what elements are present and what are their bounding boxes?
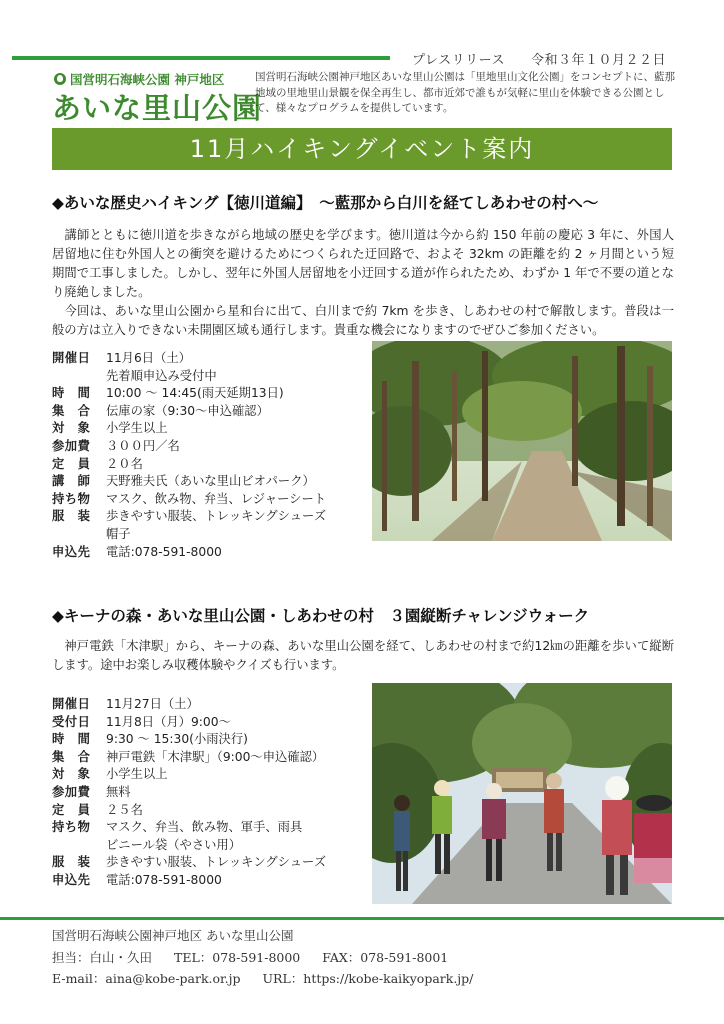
detail-row	[52, 837, 326, 855]
detail-key: 時 間	[52, 386, 91, 401]
detail-row	[52, 403, 326, 421]
detail-value: 電話:078-591-8000	[106, 872, 222, 887]
detail-key: 定 員	[52, 802, 91, 817]
detail-row	[52, 819, 326, 837]
footer-tel: TEL：078-591-8000	[174, 949, 301, 965]
detail-value: 歩きやすい服装、トレッキングシューズ	[106, 855, 326, 870]
detail-value: 無料	[106, 784, 131, 799]
detail-value: ２５名	[106, 802, 143, 817]
detail-row	[52, 854, 326, 872]
detail-value: 歩きやすい服装、トレッキングシューズ	[106, 509, 326, 524]
footer-url: URL：https://kobe-kaikyopark.jp/	[262, 971, 474, 986]
detail-row	[52, 731, 326, 749]
detail-value: 11月8日（月）9:00～	[106, 714, 231, 729]
detail-value: 電話:078-591-8000	[106, 544, 222, 559]
detail-key	[52, 368, 106, 386]
detail-value: マスク、飲み物、弁当、レジャーシート	[106, 491, 327, 506]
detail-key: 対 象	[52, 767, 91, 782]
detail-value: 天野雅夫氏（あいな里山ビオパーク）	[106, 474, 315, 489]
detail-value: 11月6日（土）	[106, 351, 191, 365]
event1-details	[52, 350, 326, 561]
detail-key: 対 象	[52, 421, 91, 436]
footer-web-line	[52, 968, 473, 990]
detail-value: 小学生以上	[106, 421, 168, 436]
detail-row	[52, 766, 326, 784]
detail-row	[52, 714, 326, 732]
detail-row	[52, 749, 326, 767]
detail-row	[52, 491, 326, 509]
detail-key	[52, 837, 106, 855]
detail-value: 10:00 ～ 14:45(雨天延期13日)	[106, 386, 284, 401]
detail-row	[52, 802, 326, 820]
logo-sub-text: 国営明石海峡公園 神戸地区	[70, 72, 225, 87]
detail-row	[52, 420, 326, 438]
detail-key	[52, 526, 106, 544]
release-label: プレスリリース	[412, 53, 505, 68]
detail-row	[52, 508, 326, 526]
event1-heading: ◆あいな歴史ハイキング【徳川道編】 ～藍那から白川を経てしあわせの村へ～	[52, 194, 599, 212]
park-logo: あいな里山公園	[52, 91, 263, 125]
footer-email: E-mail：aina@kobe-park.or.jp	[52, 971, 241, 986]
detail-value: ３００円／名	[106, 438, 180, 453]
detail-key: 集 合	[52, 749, 91, 764]
detail-key: 持ち物	[52, 491, 91, 506]
intro-text: 国営明石海峡公園神戸地区あいな里山公園は「里地里山文化公園」をコンセプトに、藍那地域の里地里山景観を保全再生し、都市近郊で誰もが気軽に里山を体験できる公園として、様々なプログラムを提供しています。	[255, 71, 675, 114]
detail-value: ビニール袋（やさい用）	[106, 837, 242, 852]
footer-rule	[0, 917, 724, 920]
detail-key: 開催日	[52, 697, 91, 711]
detail-value: 9:30 ～ 15:30(小雨決行)	[106, 732, 248, 747]
detail-row	[52, 544, 326, 562]
detail-key: 持ち物	[52, 820, 91, 835]
release-date: 令和３年１０月２２日	[530, 53, 666, 68]
detail-value: 神戸電鉄「木津駅」（9:00～申込確認）	[106, 749, 325, 764]
detail-row	[52, 438, 326, 456]
detail-value: 先着順申込み受付中	[106, 368, 217, 383]
detail-key: 集 合	[52, 403, 91, 418]
detail-row	[52, 385, 326, 403]
park-logo-icon	[54, 73, 66, 85]
footer-contact	[52, 925, 473, 990]
event1-paragraph-2: 今回は、あいな里山公園から星和台に出て、白川まで約 7km を歩き、しあわせの村で解散します。普段は一般の方は立入りできない未開園区域も通行します。貴重な機会になりますのでぜひご参加ください。	[52, 304, 674, 337]
detail-key: 服 装	[52, 509, 91, 524]
footer-phone-line	[52, 947, 473, 969]
detail-value: 11月27日（土）	[106, 697, 199, 711]
press-release-line	[412, 49, 666, 68]
detail-row	[52, 526, 326, 544]
detail-key: 服 装	[52, 855, 91, 870]
detail-key: 参加費	[52, 438, 91, 453]
detail-row	[52, 872, 326, 890]
event1-paragraph-1: 講師とともに徳川道を歩きながら地域の歴史を学びます。徳川道は今から約 150 年前の慶応 3 年に、外国人居留地に住む外国人との衝突を避けるためにつくられた迂回路で、およそ 32km の距離を約 2 ヶ月間という短期間で工事しました。しかし、翌年に外国人居留地を小迂回する道が作られたため、わずか 1 年で不要の道となり廃絶しました。	[52, 228, 674, 299]
detail-key: 講 師	[52, 474, 91, 489]
page-title-banner: 11月ハイキングイベント案内	[52, 128, 672, 170]
detail-key: 申込先	[52, 544, 91, 559]
detail-value: マスク、弁当、飲み物、軍手、雨具	[106, 820, 303, 835]
detail-key: 参加費	[52, 784, 91, 799]
detail-row	[52, 368, 326, 386]
footer-org: 国営明石海峡公園神戸地区 あいな里山公園	[52, 928, 294, 943]
event2-paragraph-1: 神戸電鉄「木津駅」から、キーナの森、あいな里山公園を経て、しあわせの村まで約12㎞の距離を歩いて縦断します。途中お楽しみ収穫体験やクイズも行います。	[52, 639, 674, 672]
detail-row	[52, 350, 326, 368]
detail-value: 伝庫の家（9:30～申込確認）	[106, 403, 269, 418]
header-rule	[12, 56, 390, 60]
detail-value: ２０名	[106, 456, 143, 471]
event2-details	[52, 696, 326, 890]
detail-key: 申込先	[52, 872, 91, 887]
detail-row	[52, 456, 326, 474]
event2-heading: ◆キーナの森・あいな里山公園・しあわせの村 ３園縦断チャレンジウォーク	[52, 607, 590, 625]
forest-path-photo	[372, 341, 672, 541]
detail-value: 帽子	[106, 526, 131, 541]
detail-value: 小学生以上	[106, 767, 168, 782]
footer-fax: FAX：078-591-8001	[322, 949, 449, 965]
walking-group-photo	[372, 683, 672, 904]
detail-key: 定 員	[52, 456, 91, 471]
detail-row	[52, 784, 326, 802]
detail-key: 受付日	[52, 714, 91, 729]
footer-contact-person: 担当：白山・久田	[52, 949, 153, 965]
detail-row	[52, 696, 326, 714]
detail-row	[52, 473, 326, 491]
detail-key: 開催日	[52, 351, 91, 365]
detail-key: 時 間	[52, 732, 91, 747]
